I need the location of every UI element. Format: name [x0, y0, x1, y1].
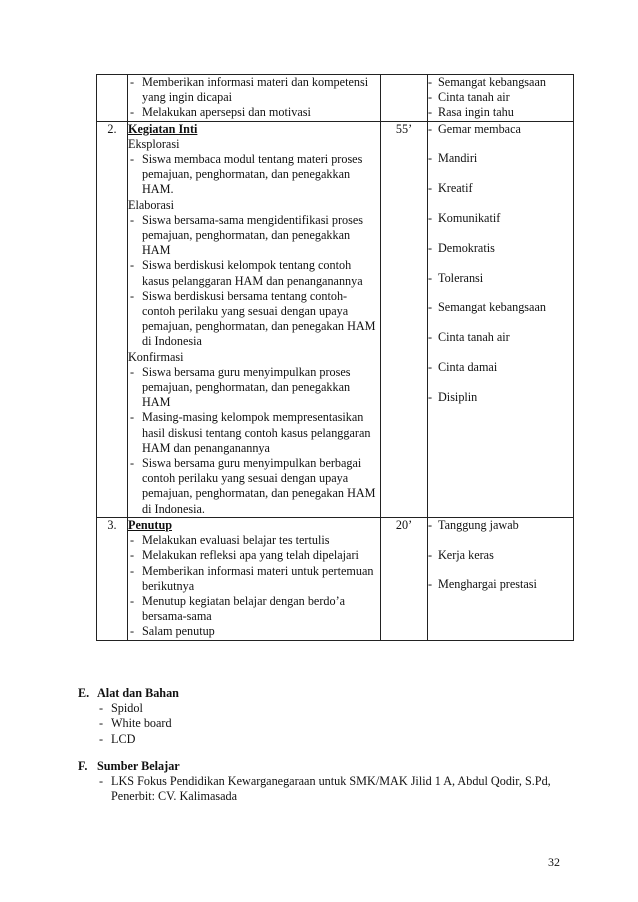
- activity-cell: [128, 517, 381, 640]
- list-item: - Melakukan refleksi apa yang telah dipelajari: [128, 548, 380, 563]
- activity-cell: [128, 75, 381, 122]
- activity-list: [128, 75, 380, 121]
- row-number: 2.: [97, 121, 128, 517]
- table-row: [97, 517, 574, 640]
- list-item: - Semangat kebangsaan: [428, 300, 573, 315]
- values-cell: [428, 121, 574, 517]
- list-item: - Melakukan apersepsi dan motivasi: [128, 105, 380, 120]
- list-item: - Mandiri: [428, 151, 573, 166]
- section-title: Alat dan Bahan: [97, 686, 179, 700]
- section-letter: E.: [78, 686, 90, 700]
- phase-label-elaborasi: Elaborasi: [128, 197, 175, 212]
- values-cell: [428, 75, 574, 122]
- section-sumber-belajar: [78, 759, 558, 805]
- time-allocation: 55’: [381, 121, 428, 517]
- list-item: - Siswa bersama guru menyimpulkan berbagai contoh perilaku yang sesuai dengan upaya pemajuan, penghormatan, dan penegakan HAM di Indonesia.: [128, 456, 380, 517]
- list-item: - Cinta tanah air: [428, 90, 573, 105]
- list-item: - Gemar membaca: [428, 122, 573, 137]
- values-list: [428, 75, 573, 121]
- tools-list: [97, 701, 558, 747]
- list-item: - Cinta damai: [428, 360, 573, 375]
- values-cell: [428, 517, 574, 640]
- list-item: - Siswa berdiskusi bersama tentang contoh-contoh perilaku yang sesuai dengan upaya pemajuan, penghormatan, dan penegakan HAM di Indonesia: [128, 289, 380, 350]
- list-item: - Komunikatif: [428, 211, 573, 226]
- lesson-plan-table: [96, 74, 574, 641]
- list-item: - Siswa bersama guru menyimpulkan proses pemajuan, penghormatan, dan penegakkan HAM: [128, 365, 380, 411]
- list-item: - Memberikan informasi materi dan kompetensi yang ingin dicapai: [128, 75, 380, 105]
- table-row: [97, 75, 574, 122]
- values-list: [428, 518, 573, 593]
- time-allocation: 20’: [381, 517, 428, 640]
- list-item: - Demokratis: [428, 241, 573, 256]
- list-item: - Siswa bersama-sama mengidentifikasi proses pemajuan, penghormatan, dan penegakkan HAM: [128, 213, 380, 259]
- list-item: - Rasa ingin tahu: [428, 105, 573, 120]
- list-item: - Semangat kebangsaan: [428, 75, 573, 90]
- list-item: - Tanggung jawab: [428, 518, 573, 533]
- list-item: - LCD: [97, 732, 558, 747]
- penutup-list: [128, 533, 380, 639]
- list-item: - Menutup kegiatan belajar dengan berdo’a bersama-sama: [128, 594, 380, 624]
- list-item: - LKS Fokus Pendidikan Kewarganegaraan untuk SMK/MAK Jilid 1 A, Abdul Qodir, S.Pd, Penerbit: CV. Kalimasada: [97, 774, 558, 804]
- list-item: - Siswa berdiskusi kelompok tentang contoh kasus pelanggaran HAM dan penanganannya: [128, 258, 380, 288]
- list-item: - Salam penutup: [128, 624, 380, 639]
- eksplorasi-list: [128, 152, 380, 198]
- row-number: 3.: [97, 517, 128, 640]
- section-heading: [78, 686, 558, 701]
- phase-label-eksplorasi: Eksplorasi: [128, 136, 180, 151]
- sources-list: [97, 774, 558, 804]
- list-item: - Toleransi: [428, 271, 573, 286]
- section-letter: F.: [78, 759, 88, 773]
- table-row: [97, 121, 574, 517]
- list-item: - White board: [97, 716, 558, 731]
- list-item: - Cinta tanah air: [428, 330, 573, 345]
- list-item: - Kreatif: [428, 181, 573, 196]
- konfirmasi-list: [128, 365, 380, 517]
- list-item: - Melakukan evaluasi belajar tes tertulis: [128, 533, 380, 548]
- list-item: - Memberikan informasi materi untuk pertemuan berikutnya: [128, 564, 380, 594]
- list-item: - Siswa membaca modul tentang materi proses pemajuan, penghormatan, dan penegakkan HAM.: [128, 152, 380, 198]
- section-heading: [78, 759, 558, 774]
- section-alat-dan-bahan: [78, 686, 558, 747]
- activity-cell: [128, 121, 381, 517]
- list-item: - Masing-masing kelompok mempresentasikan hasil diskusi tentang contoh kasus pelanggaran HAM dan penanganannya: [128, 410, 380, 456]
- section-title: Sumber Belajar: [97, 759, 180, 773]
- list-item: - Spidol: [97, 701, 558, 716]
- activity-title: Kegiatan Inti: [128, 121, 198, 136]
- row-number-cell: [97, 75, 128, 122]
- phase-label-konfirmasi: Konfirmasi: [128, 349, 184, 364]
- list-item: - Menghargai prestasi: [428, 577, 573, 592]
- list-item: - Disiplin: [428, 390, 573, 405]
- elaborasi-list: [128, 213, 380, 350]
- time-cell: [381, 75, 428, 122]
- list-item: - Kerja keras: [428, 548, 573, 563]
- values-list: [428, 122, 573, 405]
- page-number: 32: [548, 855, 560, 869]
- activity-title: Penutup: [128, 517, 173, 532]
